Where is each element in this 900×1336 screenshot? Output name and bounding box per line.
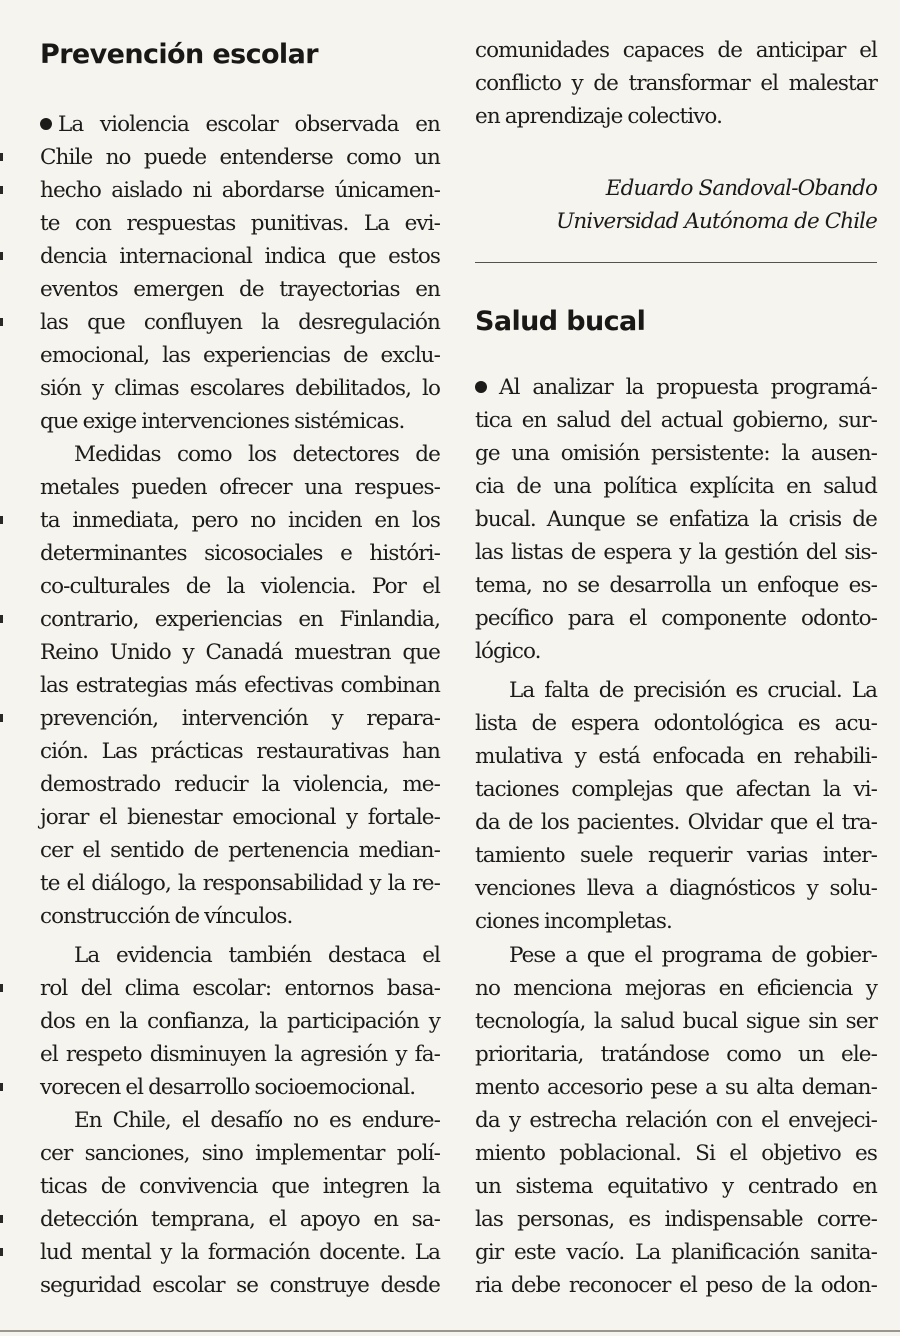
article-line: cer el sentido de pertenencia median- (40, 838, 440, 863)
article-line: dencia internacional indica que estos (40, 244, 440, 269)
article-line: ción. Las prácticas restaurativas han (40, 739, 440, 764)
article-line: bucal. Aunque se enfatiza la crisis de (475, 507, 877, 532)
article-line: prioritaria, tratándose como un ele- (475, 1042, 877, 1067)
article-line: lud mental y la formación docente. La (40, 1240, 440, 1265)
edge-mark (0, 186, 3, 194)
article-line: da de los pacientes. Olvidar que el tra- (475, 810, 877, 835)
article-line: da y estrecha relación con el envejeci- (475, 1108, 877, 1133)
edge-mark (0, 714, 3, 722)
article-line: cer sanciones, sino implementar polí- (40, 1141, 440, 1166)
article-line: pecífico para el componente odonto- (475, 606, 877, 631)
edge-mark (0, 615, 3, 623)
article-line: ge una omisión persistente: la ausen- (475, 441, 877, 466)
article-line: ta inmediata, pero no inciden en los (40, 508, 440, 533)
article-line: vorecen el desarrollo socioemocional. (40, 1075, 416, 1100)
article-line: ria debe reconocer el peso de la odon- (475, 1273, 877, 1298)
article-line: prevención, intervención y repara- (40, 706, 440, 731)
article-line: las personas, es indispensable corre- (475, 1207, 877, 1232)
article-line: lista de espera odontológica es acu- (475, 711, 877, 736)
article-line: un sistema equitativo y centrado en (475, 1174, 877, 1199)
article-line: construcción de vínculos. (40, 904, 293, 929)
article-line: emocional, las experiencias de exclu- (40, 343, 440, 368)
article-line: las listas de espera y la gestión del sis- (475, 540, 877, 565)
article-line: detección temprana, el apoyo en sa- (40, 1207, 440, 1232)
article-line: venciones lleva a diagnósticos y solu- (475, 876, 877, 901)
article-line: que exige intervenciones sistémicas. (40, 409, 405, 434)
article-line: el respeto disminuyen la agresión y fa- (40, 1042, 440, 1067)
article-line: las que confluyen la desregulación (40, 310, 440, 335)
article-line: te con respuestas punitivas. La evi- (40, 211, 440, 236)
article-line: conflicto y de transformar el malestar (475, 71, 877, 96)
article-line: tamiento suele requerir varias inter- (475, 843, 877, 868)
bullet-icon (475, 381, 487, 393)
edge-mark (0, 318, 3, 326)
article-line: tica en salud del actual gobierno, sur- (475, 408, 877, 433)
article-line: La evidencia también destaca el (74, 943, 440, 968)
article-line: hecho aislado ni abordarse únicamen- (40, 178, 440, 203)
article-line: Al analizar la propuesta programá- (475, 371, 877, 404)
edge-mark (0, 1248, 3, 1256)
article-line: contrario, experiencias en Finlandia, (40, 607, 440, 632)
article-line: gir este vacío. La planificación sanita- (475, 1240, 877, 1265)
article-line: metales pueden ofrecer una respues- (40, 475, 440, 500)
article-line: no menciona mejoras en eficiencia y (475, 976, 877, 1001)
article-line: ciones incompletas. (475, 909, 672, 934)
article-line: las estrategias más efectivas combinan (40, 673, 440, 698)
edge-mark (0, 1215, 3, 1223)
article-line: te el diálogo, la responsabilidad y la re- (40, 871, 440, 896)
article-line: mento accesorio pese a su alta deman- (475, 1075, 877, 1100)
article-line: En Chile, el desafío no es endure- (74, 1108, 440, 1133)
bullet-icon (40, 118, 52, 130)
article-line: rol del clima escolar: entornos basa- (40, 976, 440, 1001)
article-line: seguridad escolar se construye desde (40, 1273, 440, 1298)
section-divider (475, 262, 877, 263)
article-line: Reino Unido y Canadá muestran que (40, 640, 440, 665)
article-line: miento poblacional. Si el objetivo es (475, 1141, 877, 1166)
headline-salud-bucal: Salud bucal (475, 306, 646, 337)
article-line: taciones complejas que afectan la vi- (475, 777, 877, 802)
edge-mark (0, 1083, 3, 1091)
edge-mark (0, 153, 3, 161)
article-line: La violencia escolar observada en (40, 108, 440, 141)
article-line: lógico. (475, 639, 541, 664)
article-line: en aprendizaje colectivo. (475, 104, 723, 129)
article-line: Chile no puede entenderse como un (40, 145, 440, 170)
headline-prevencion-escolar: Prevención escolar (40, 39, 318, 70)
article-line: tema, no se desarrolla un enfoque es- (475, 573, 877, 598)
article-line: sión y climas escolares debilitados, lo (40, 376, 440, 401)
article-line: comunidades capaces de anticipar el (475, 38, 877, 63)
article-line: cia de una política explícita en salud (475, 474, 877, 499)
article-line: Medidas como los detectores de (74, 442, 440, 467)
edge-mark (0, 516, 3, 524)
article-line: La falta de precisión es crucial. La (509, 678, 877, 703)
article-line: mulativa y está enfocada en rehabili- (475, 744, 877, 769)
article-line: ticas de convivencia que integren la (40, 1174, 440, 1199)
article-line: jorar el bienestar emocional y fortale- (40, 805, 440, 830)
author-affiliation: Universidad Autónoma de Chile (556, 209, 877, 234)
article-line: eventos emergen de trayectorias en (40, 277, 440, 302)
edge-mark (0, 252, 3, 260)
author-name: Eduardo Sandoval-Obando (605, 176, 877, 201)
article-line: tecnología, la salud bucal sigue sin ser (475, 1009, 877, 1034)
article-line: Pese a que el programa de gobier- (509, 943, 877, 968)
edge-mark (0, 984, 3, 992)
page-bottom-rule (0, 1330, 900, 1332)
article-line: dos en la confianza, la participación y (40, 1009, 440, 1034)
article-line: demostrado reducir la violencia, me- (40, 772, 440, 797)
article-line: co-culturales de la violencia. Por el (40, 574, 440, 599)
article-line: determinantes sicosociales e históri- (40, 541, 440, 566)
